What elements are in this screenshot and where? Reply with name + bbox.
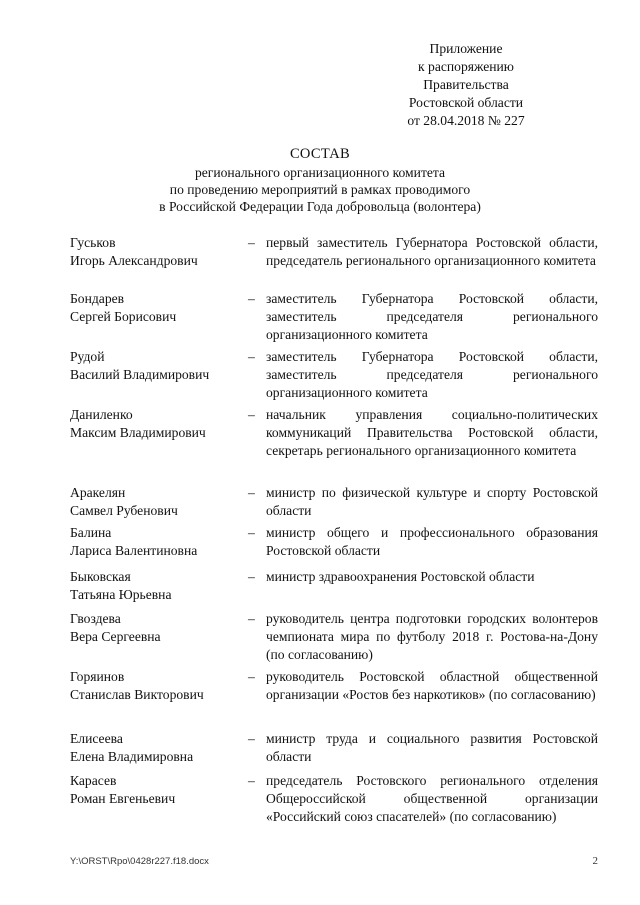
member-surname: Аракелян xyxy=(70,485,126,500)
member-role: руководитель Ростовской областной общественной организации «Ростов без наркотиков» (по согласованию) xyxy=(266,669,598,702)
member-surname: Гуськов xyxy=(70,235,116,250)
member-dash: – xyxy=(248,525,255,540)
appendix-line: Ростовской области xyxy=(408,95,524,110)
appendix-block xyxy=(366,40,566,130)
member-name xyxy=(70,568,248,610)
member-row xyxy=(70,484,598,524)
member-role: председатель Ростовского регионального отделения Общероссийской общественной организации «Российский союз спасателей» (по согласованию) xyxy=(266,773,598,824)
member-role: первый заместитель Губернатора Ростовской области, председатель регионального организационного комитета xyxy=(266,235,598,268)
member-given-name: Игорь Александрович xyxy=(70,253,198,268)
member-row xyxy=(70,730,598,772)
member-row xyxy=(70,772,598,848)
member-row xyxy=(70,568,598,610)
member-name xyxy=(70,668,248,730)
heading-line: в Российской Федерации Года добровольца (волонтера) xyxy=(159,199,481,214)
member-row xyxy=(70,406,598,484)
member-name xyxy=(70,234,248,290)
member-given-name: Роман Евгеньевич xyxy=(70,791,176,806)
member-given-name: Татьяна Юрьевна xyxy=(70,587,172,602)
member-row xyxy=(70,610,598,668)
member-row xyxy=(70,348,598,406)
member-row xyxy=(70,234,598,290)
member-given-name: Василий Владимирович xyxy=(70,367,210,382)
member-given-name: Вера Сергеевна xyxy=(70,629,161,644)
appendix-date-line: от 28.04.2018 № 227 xyxy=(407,113,525,128)
member-role: министр по физической культуре и спорту Ростовской области xyxy=(266,485,598,518)
member-name xyxy=(70,348,248,406)
member-name xyxy=(70,730,248,772)
member-row xyxy=(70,290,598,348)
member-dash: – xyxy=(248,485,255,500)
member-surname: Быковская xyxy=(70,569,131,584)
member-dash: – xyxy=(248,669,255,684)
member-dash: – xyxy=(248,235,255,250)
members-list xyxy=(70,234,598,848)
document-title: СОСТАВ xyxy=(289,146,351,162)
heading-line: регионального организационного комитета xyxy=(194,165,446,180)
member-dash: – xyxy=(248,291,255,306)
member-role: министр труда и социального развития Ростовской области xyxy=(266,731,598,764)
member-surname: Балина xyxy=(70,525,112,540)
member-name xyxy=(70,610,248,668)
member-surname: Горяинов xyxy=(70,669,125,684)
member-name xyxy=(70,290,248,348)
member-given-name: Максим Владимирович xyxy=(70,425,206,440)
member-role: руководитель центра подготовки городских волонтеров чемпионата мира по футболу 2018 г. Ростова-на-Дону (по согласованию) xyxy=(266,611,598,662)
member-surname: Рудой xyxy=(70,349,105,364)
member-surname: Карасев xyxy=(70,773,117,788)
member-given-name: Лариса Валентиновна xyxy=(70,543,198,558)
member-name xyxy=(70,406,248,484)
member-dash: – xyxy=(248,569,255,584)
member-surname: Елисеева xyxy=(70,731,123,746)
member-role: заместитель Губернатора Ростовской области, заместитель председателя регионального организационного комитета xyxy=(266,291,598,342)
member-row xyxy=(70,668,598,730)
member-given-name: Елена Владимировна xyxy=(70,749,194,764)
member-dash: – xyxy=(248,611,255,626)
member-surname: Даниленко xyxy=(70,407,133,422)
member-name xyxy=(70,524,248,568)
member-role: министр здравоохранения Ростовской области xyxy=(266,569,535,584)
member-row xyxy=(70,524,598,568)
member-surname: Гвоздева xyxy=(70,611,121,626)
member-name xyxy=(70,772,248,848)
appendix-line: к распоряжению xyxy=(418,59,514,74)
appendix-line: Приложение xyxy=(429,41,503,56)
member-dash: – xyxy=(248,407,255,422)
member-role: заместитель Губернатора Ростовской области, заместитель председателя регионального организационного комитета xyxy=(266,349,598,400)
member-name xyxy=(70,484,248,524)
member-surname: Бондарев xyxy=(70,291,125,306)
heading-line: по проведению мероприятий в рамках проводимого xyxy=(169,182,471,197)
page-number: 2 xyxy=(592,855,598,867)
member-role: министр общего и профессионального образования Ростовской области xyxy=(266,525,598,558)
member-role: начальник управления социально-политических коммуникаций Правительства Ростовской области, секретарь регионального организационного комитета xyxy=(266,407,598,458)
member-dash: – xyxy=(248,349,255,364)
member-dash: – xyxy=(248,731,255,746)
appendix-line: Правительства xyxy=(423,77,509,92)
file-path: Y:\ORST\Rpo\0428r227.f18.docx xyxy=(70,856,209,867)
member-given-name: Сергей Борисович xyxy=(70,309,177,324)
member-given-name: Самвел Рубенович xyxy=(70,503,178,518)
document-heading xyxy=(40,146,600,215)
member-dash: – xyxy=(248,773,255,788)
member-given-name: Станислав Викторович xyxy=(70,687,204,702)
